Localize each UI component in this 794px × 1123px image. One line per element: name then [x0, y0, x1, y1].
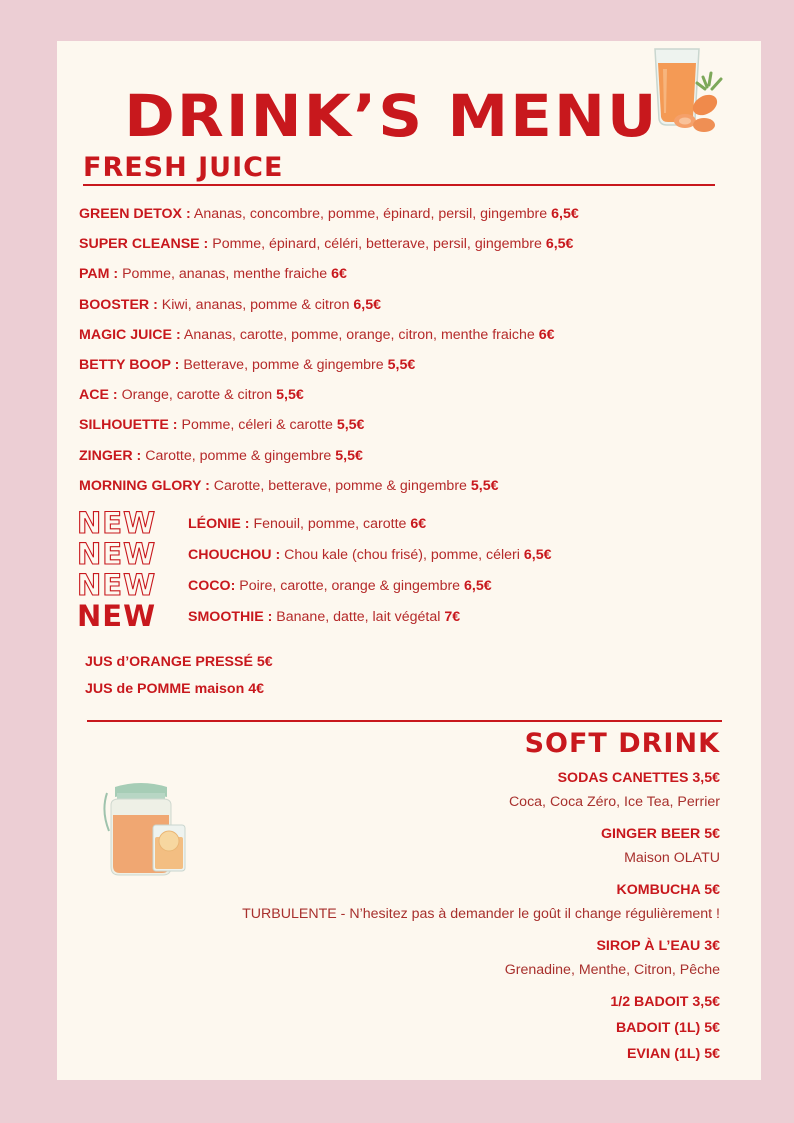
juice-item-morning-glory: MORNING GLORY : Carotte, betterave, pomme & gingembre 5,5€: [79, 477, 499, 494]
juice-item-green-detox: GREEN DETOX : Ananas, concombre, pomme, épinard, persil, gingembre 6,5€: [79, 206, 579, 222]
soft-drink-heading: SOFT DRINK: [524, 728, 720, 759]
juice-item-betty-boop: BETTY BOOP : Betterave, pomme & gingembre 5,5€: [79, 357, 416, 374]
juice-item-zinger: ZINGER : Carotte, pomme & gingembre 5,5€: [79, 447, 363, 464]
water-item-half-badoit: 1/2 BADOIT 3,5€: [610, 994, 720, 1010]
new-badge: NEW: [77, 506, 157, 540]
new-badge: NEW: [77, 537, 157, 571]
soft-item-ginger-beer-desc: Maison OLATU: [624, 850, 720, 866]
soft-drink-divider: [87, 720, 722, 722]
juice-item-silhouette: SILHOUETTE : Pomme, céleri & carotte 5,5€: [79, 417, 365, 434]
new-item-chouchou: NEW CHOUCHOU : Chou kale (chou frisé), pomme, céleri 6,5€: [77, 537, 552, 571]
new-item-leonie: NEW LÉONIE : Fenouil, pomme, carotte 6€: [77, 506, 427, 540]
new-badge: NEW: [77, 568, 157, 602]
soft-item-sirop-title: SIROP À L’EAU 3€: [596, 938, 720, 954]
new-juice-list: [77, 508, 552, 632]
juice-item-super-cleanse: SUPER CLEANSE : Pomme, épinard, céléri, betterave, persil, gingembre 6,5€: [79, 236, 574, 253]
soft-item-kombucha-desc: TURBULENTE - N’hesitez pas à demander le goût il change régulièrement !: [242, 906, 720, 922]
juice-item-booster: BOOSTER : Kiwi, ananas, pomme & citron 6,5€: [79, 296, 382, 313]
juice-item-ace: ACE : Orange, carotte & citron 5,5€: [79, 387, 304, 404]
kombucha-jar-icon: [101, 771, 201, 881]
page-title: DRINK’S MENU: [123, 82, 659, 150]
soft-item-sodas-desc: Coca, Coca Zéro, Ice Tea, Perrier: [508, 794, 720, 810]
soft-item-kombucha-title: KOMBUCHA 5€: [616, 882, 720, 898]
extra-item-apple: JUS de POMME maison 4€: [85, 681, 264, 697]
soft-drink-list: [242, 765, 720, 1067]
new-badge: NEW: [77, 599, 157, 633]
soft-item-sodas-title: SODAS CANETTES 3,5€: [557, 770, 720, 786]
juice-item-pam: PAM : Pomme, ananas, menthe fraiche 6€: [79, 266, 347, 283]
juice-item-magic-juice: MAGIC JUICE : Ananas, carotte, pomme, orange, citron, menthe fraiche 6€: [79, 326, 555, 343]
juice-list: [79, 199, 579, 501]
extra-item-orange: JUS d’ORANGE PRESSÉ 5€: [85, 654, 273, 670]
new-item-coco: NEW COCO: Poire, carotte, orange & gingembre 6,5€: [77, 568, 492, 602]
menu-card: [57, 41, 761, 1080]
new-item-smoothie: NEW SMOOTHIE : Banane, datte, lait végétal 7€: [77, 599, 461, 633]
soft-item-ginger-beer-title: GINGER BEER 5€: [600, 826, 720, 842]
extra-juice-list: [85, 649, 273, 703]
water-item-evian: EVIAN (1L) 5€: [626, 1046, 720, 1062]
carrot-juice-icon: [649, 43, 725, 133]
fresh-juice-divider: [83, 184, 715, 186]
fresh-juice-heading: FRESH JUICE: [83, 152, 284, 183]
water-item-badoit: BADOIT (1L) 5€: [615, 1020, 720, 1036]
soft-item-sirop-desc: Grenadine, Menthe, Citron, Pêche: [504, 962, 720, 978]
